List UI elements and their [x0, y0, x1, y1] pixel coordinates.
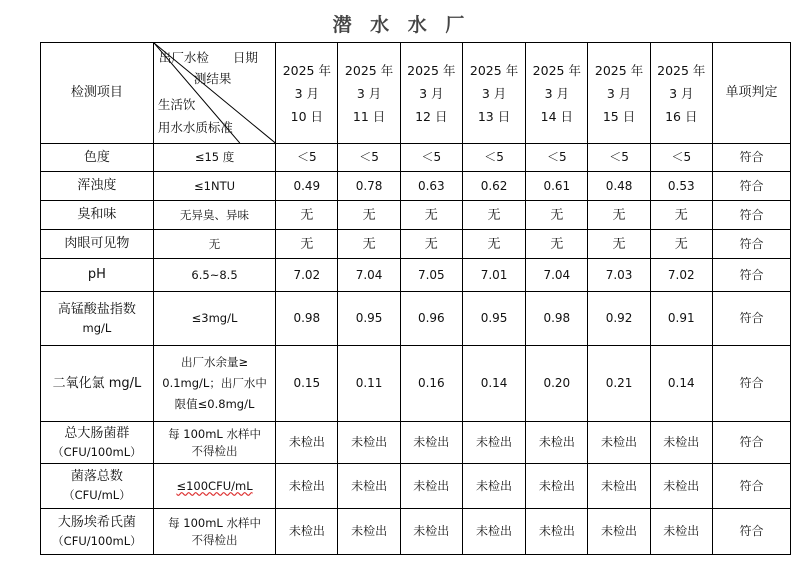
diag-label-result-1: 出厂水检 — [158, 50, 209, 65]
result-value-cell: 无 — [276, 201, 338, 230]
judgement-cell: 符合 — [712, 346, 790, 422]
result-value-cell: 未检出 — [650, 464, 712, 509]
table-row — [41, 509, 791, 555]
result-value-cell: 无 — [400, 230, 462, 259]
result-value-cell: 未检出 — [462, 422, 525, 464]
result-value-cell: 未检出 — [276, 422, 338, 464]
diag-label-standard-2: 用水水质标准 — [157, 120, 233, 135]
result-value-cell: ＜5 — [588, 144, 650, 172]
item-name-cell: 菌落总数 （CFU/mL） — [41, 464, 154, 509]
result-value-cell: 0.92 — [588, 292, 650, 346]
table-row — [41, 259, 791, 292]
standard-cell: 每 100mL 水样中 不得检出 — [153, 509, 275, 555]
judgement-cell: 符合 — [712, 172, 790, 201]
result-value-cell: 未检出 — [338, 464, 400, 509]
standard-cell: 无 — [153, 230, 275, 259]
result-value-cell: 未检出 — [338, 422, 400, 464]
result-value-cell: 0.15 — [276, 346, 338, 422]
table-row — [41, 230, 791, 259]
table-row — [41, 292, 791, 346]
standard-cell: ≤1NTU — [153, 172, 275, 201]
date-header: 2025 年 3 月 16 日 — [650, 43, 712, 144]
judgement-cell: 符合 — [712, 201, 790, 230]
result-value-cell: 0.78 — [338, 172, 400, 201]
page-title: 潜 水 水 厂 — [332, 14, 471, 36]
standard-cell: ≤15 度 — [153, 144, 275, 172]
result-value-cell: 0.61 — [526, 172, 588, 201]
result-value-cell: 未检出 — [526, 464, 588, 509]
judgement-cell: 符合 — [712, 509, 790, 555]
table-row — [41, 422, 791, 464]
result-value-cell: 未检出 — [650, 509, 712, 555]
standard-cell: 无异臭、异味 — [153, 201, 275, 230]
result-value-cell: 未检出 — [462, 509, 525, 555]
result-value-cell: 0.21 — [588, 346, 650, 422]
diag-label-result-2: 测结果 — [193, 71, 232, 86]
result-value-cell: 无 — [588, 230, 650, 259]
result-value-cell: 未检出 — [276, 464, 338, 509]
item-name-cell: 高锰酸盐指数 mg/L — [41, 292, 154, 346]
judgement-cell: 符合 — [712, 292, 790, 346]
result-value-cell: 未检出 — [526, 509, 588, 555]
result-value-cell: 未检出 — [588, 509, 650, 555]
result-value-cell: 7.03 — [588, 259, 650, 292]
item-name-cell: 肉眼可见物 — [41, 230, 154, 259]
result-value-cell: 无 — [588, 201, 650, 230]
result-value-cell: 无 — [650, 230, 712, 259]
result-value-cell: ＜5 — [400, 144, 462, 172]
item-name-cell: 色度 — [41, 144, 154, 172]
result-value-cell: 7.01 — [462, 259, 525, 292]
date-header: 2025 年 3 月 13 日 — [462, 43, 525, 144]
result-value-cell: 0.49 — [276, 172, 338, 201]
date-header: 2025 年 3 月 12 日 — [400, 43, 462, 144]
result-value-cell: 0.95 — [338, 292, 400, 346]
item-name-cell: 浑浊度 — [41, 172, 154, 201]
result-value-cell: 7.05 — [400, 259, 462, 292]
table-row — [41, 172, 791, 201]
result-value-cell: ＜5 — [526, 144, 588, 172]
date-header: 2025 年 3 月 14 日 — [526, 43, 588, 144]
result-value-cell: 0.20 — [526, 346, 588, 422]
item-name-cell: 大肠埃希氏菌 （CFU/100mL） — [41, 509, 154, 555]
result-value-cell: ＜5 — [338, 144, 400, 172]
result-value-cell: 0.48 — [588, 172, 650, 201]
water-quality-table — [40, 42, 791, 555]
standard-cell: ≤100CFU/mL — [153, 464, 275, 509]
result-value-cell: 未检出 — [276, 509, 338, 555]
result-value-cell: 未检出 — [400, 422, 462, 464]
judgement-cell: 符合 — [712, 422, 790, 464]
result-value-cell: 无 — [462, 230, 525, 259]
date-header: 2025 年 3 月 15 日 — [588, 43, 650, 144]
item-name-cell: 臭和味 — [41, 201, 154, 230]
item-name-cell: pH — [41, 259, 154, 292]
table-row — [41, 201, 791, 230]
diag-label-standard-1: 生活饮 — [157, 97, 196, 112]
standard-cell: 出厂水余量≥ 0.1mg/L；出厂水中 限值≤0.8mg/L — [153, 346, 275, 422]
result-value-cell: 0.14 — [650, 346, 712, 422]
standard-cell: 每 100mL 水样中 不得检出 — [153, 422, 275, 464]
date-header: 2025 年 3 月 10 日 — [276, 43, 338, 144]
result-value-cell: 无 — [338, 201, 400, 230]
result-value-cell: ＜5 — [276, 144, 338, 172]
result-value-cell: ＜5 — [650, 144, 712, 172]
result-value-cell: 0.95 — [462, 292, 525, 346]
result-value-cell: 7.02 — [650, 259, 712, 292]
diag-label-date: 日期 — [232, 50, 258, 65]
result-value-cell: 0.91 — [650, 292, 712, 346]
result-value-cell: 未检出 — [588, 422, 650, 464]
result-value-cell: 0.96 — [400, 292, 462, 346]
judgement-cell: 符合 — [712, 230, 790, 259]
result-value-cell: 7.04 — [526, 259, 588, 292]
judgement-cell: 符合 — [712, 464, 790, 509]
judgement-cell: 符合 — [712, 259, 790, 292]
standard-cell: ≤3mg/L — [153, 292, 275, 346]
result-value-cell: 未检出 — [462, 464, 525, 509]
result-value-cell: 未检出 — [400, 464, 462, 509]
item-column-header: 检测项目 — [41, 43, 154, 144]
result-value-cell: 0.11 — [338, 346, 400, 422]
result-value-cell: 0.62 — [462, 172, 525, 201]
result-value-cell: 未检出 — [650, 422, 712, 464]
item-name-cell: 二氧化氯 mg/L — [41, 346, 154, 422]
diagonal-header-cell — [153, 43, 275, 144]
result-value-cell: 无 — [276, 230, 338, 259]
result-value-cell: 0.14 — [462, 346, 525, 422]
result-value-cell: 无 — [650, 201, 712, 230]
result-value-cell: 无 — [526, 230, 588, 259]
result-value-cell: 0.63 — [400, 172, 462, 201]
result-value-cell: 未检出 — [338, 509, 400, 555]
table-row — [41, 144, 791, 172]
judgement-cell: 符合 — [712, 144, 790, 172]
result-value-cell: 0.53 — [650, 172, 712, 201]
table-row — [41, 464, 791, 509]
result-value-cell: 无 — [338, 230, 400, 259]
table-row — [41, 346, 791, 422]
result-value-cell: 未检出 — [526, 422, 588, 464]
result-value-cell: 0.16 — [400, 346, 462, 422]
result-value-cell: ＜5 — [462, 144, 525, 172]
result-value-cell: 7.04 — [338, 259, 400, 292]
result-value-cell: 无 — [400, 201, 462, 230]
result-value-cell: 未检出 — [400, 509, 462, 555]
date-header: 2025 年 3 月 11 日 — [338, 43, 400, 144]
item-name-cell: 总大肠菌群 （CFU/100mL） — [41, 422, 154, 464]
judge-column-header: 单项判定 — [712, 43, 790, 144]
result-value-cell: 未检出 — [588, 464, 650, 509]
result-value-cell: 0.98 — [276, 292, 338, 346]
result-value-cell: 0.98 — [526, 292, 588, 346]
result-value-cell: 无 — [526, 201, 588, 230]
standard-cell: 6.5~8.5 — [153, 259, 275, 292]
header-row — [41, 43, 791, 144]
result-value-cell: 7.02 — [276, 259, 338, 292]
result-value-cell: 无 — [462, 201, 525, 230]
